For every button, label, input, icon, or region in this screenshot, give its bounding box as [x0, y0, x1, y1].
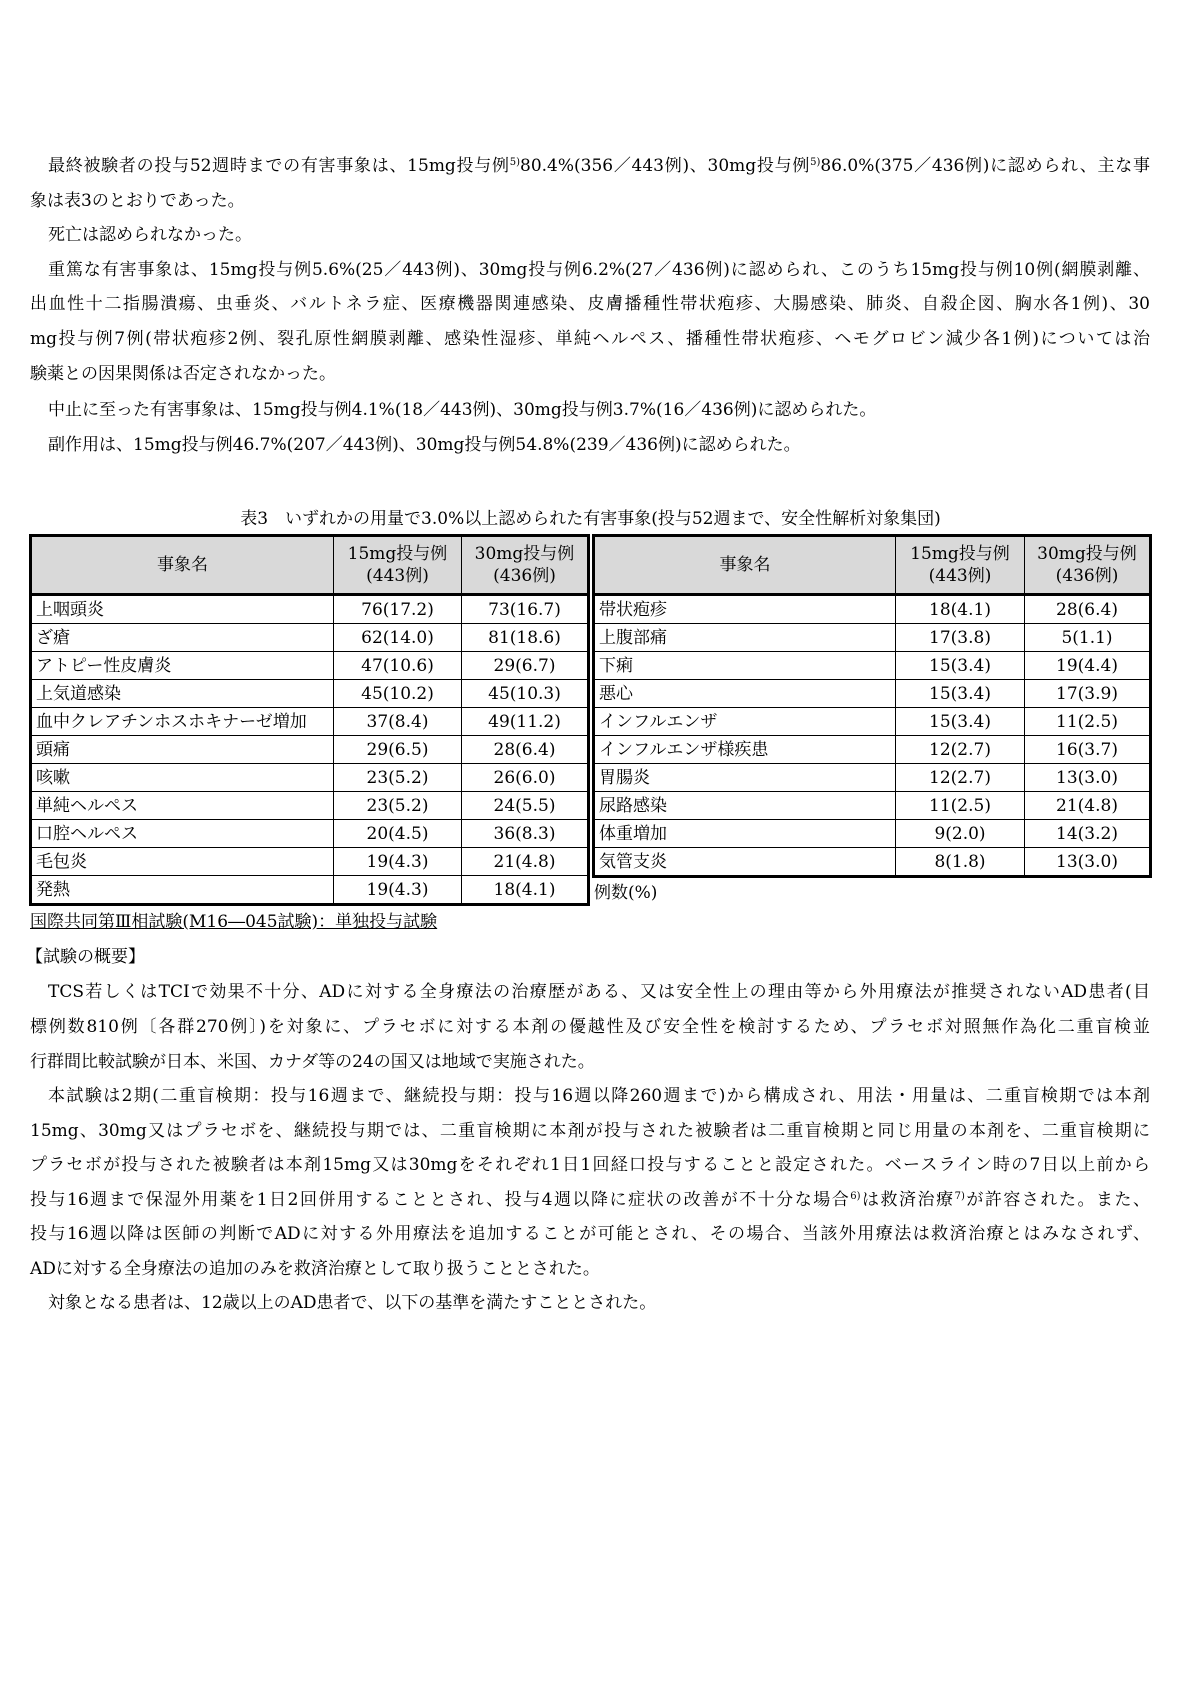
- dose-15mg-cell: 19(4.3): [334, 848, 462, 876]
- dose-15mg-cell: 15(3.4): [896, 680, 1025, 708]
- event-name-cell: 尿路感染: [594, 792, 896, 820]
- dose-30mg-cell: 24(5.5): [462, 792, 589, 820]
- text-segment: 死亡は認められなかった。: [48, 225, 252, 245]
- table-row: [594, 848, 1151, 877]
- event-name-cell: ざ瘡: [31, 624, 334, 652]
- paragraph-line: [48, 224, 252, 246]
- paragraph-line: [48, 259, 1150, 281]
- text-segment: プラセボが投与された被験者は本剤15mg又は30mgをそれぞれ1日1回経口投与することと設定された。ベースライン時の7日以上前から: [30, 1155, 1150, 1175]
- paragraph-line: [30, 1189, 1150, 1211]
- dose-30mg-cell: 28(6.4): [1025, 595, 1151, 624]
- dose-30mg-cell: 36(8.3): [462, 820, 589, 848]
- dose-30mg-cell: 18(4.1): [462, 876, 589, 905]
- dose-30mg-cell: 19(4.4): [1025, 652, 1151, 680]
- text-segment: 本試験は2期(二重盲検期：投与16週まで、継続投与期：投与16週以降260週まで)から構成され、用法・用量は、二重盲検期では本剤: [48, 1086, 1150, 1106]
- table-row: [594, 708, 1151, 736]
- dose-15mg-cell: 12(2.7): [896, 736, 1025, 764]
- table-header-row: [594, 536, 1151, 595]
- text-segment: 験薬との因果関係は否定されなかった。: [30, 364, 336, 384]
- dose-15mg-cell: 8(1.8): [896, 848, 1025, 877]
- reference-superscript: 5): [810, 157, 821, 168]
- text-segment: mg投与例7例(帯状疱疹2例、裂孔原性網膜剥離、感染性湿疹、単純ヘルペス、播種性帯状疱疹、ヘモグロビン減少各1例)については治: [30, 329, 1150, 349]
- header-30mg: 30mg投与例 (436例): [462, 536, 589, 595]
- event-name-cell: アトピー性皮膚炎: [31, 652, 334, 680]
- reference-superscript: 7): [954, 1191, 965, 1202]
- dose-30mg-cell: 11(2.5): [1025, 708, 1151, 736]
- dose-30mg-cell: 14(3.2): [1025, 820, 1151, 848]
- text-segment: は救済治療: [860, 1190, 955, 1210]
- event-name-cell: インフルエンザ様疾患: [594, 736, 896, 764]
- text-segment: 80.4%(356／443例)、30mg投与例: [520, 156, 811, 176]
- event-name-cell: 毛包炎: [31, 848, 334, 876]
- text-segment: 出血性十二指腸潰瘍、虫垂炎、バルトネラ症、医療機器関連感染、皮膚播種性帯状疱疹、大腸感染、肺炎、自殺企図、胸水各1例)、30: [30, 294, 1150, 314]
- paragraph-line: [30, 1258, 600, 1280]
- table-row: [31, 820, 589, 848]
- paragraph-line: [48, 1085, 1150, 1107]
- reference-superscript: 6): [850, 1191, 861, 1202]
- text-segment: 86.0%(375／436例)に認められ、主な事: [820, 156, 1150, 176]
- table-row: [594, 820, 1151, 848]
- table-row: [31, 876, 589, 905]
- dose-15mg-cell: 37(8.4): [334, 708, 462, 736]
- table-row: [31, 708, 589, 736]
- event-name-cell: 上気道感染: [31, 680, 334, 708]
- dose-30mg-cell: 16(3.7): [1025, 736, 1151, 764]
- dose-15mg-cell: 19(4.3): [334, 876, 462, 905]
- event-name-cell: 頭痛: [31, 736, 334, 764]
- section-heading: [30, 911, 437, 933]
- dose-15mg-cell: 9(2.0): [896, 820, 1025, 848]
- dose-30mg-cell: 45(10.3): [462, 680, 589, 708]
- dose-15mg-cell: 15(3.4): [896, 652, 1025, 680]
- dose-30mg-cell: 26(6.0): [462, 764, 589, 792]
- event-name-cell: 単純ヘルペス: [31, 792, 334, 820]
- reference-superscript: 5): [509, 157, 520, 168]
- table-row: [31, 595, 589, 624]
- event-name-cell: 咳嗽: [31, 764, 334, 792]
- text-segment: ADに対する全身療法の追加のみを救済治療として取り扱うこととされた。: [30, 1259, 600, 1279]
- text-segment: 国際共同第Ⅲ相試験(M16―045試験)：単独投与試験: [30, 912, 438, 932]
- text-segment: 15mg、30mg又はプラセボを、継続投与期では、二重盲検期に本剤が投与された被験者は二重盲検期と同じ用量の本剤を、二重盲検期に: [30, 1121, 1150, 1141]
- text-segment: 投与16週以降は医師の判断でADに対する外用療法を追加することが可能とされ、その場合、当該外用療法は救済治療とはみなされず、: [30, 1224, 1150, 1244]
- table-header-row: [31, 536, 589, 595]
- dose-30mg-cell: 17(3.9): [1025, 680, 1151, 708]
- dose-30mg-cell: 13(3.0): [1025, 848, 1151, 877]
- header-15mg: 15mg投与例 (443例): [334, 536, 462, 595]
- dose-15mg-cell: 17(3.8): [896, 624, 1025, 652]
- text-segment: 【試験の概要】: [26, 947, 145, 967]
- dose-30mg-cell: 13(3.0): [1025, 764, 1151, 792]
- paragraph-line: [30, 190, 245, 212]
- paragraph-line: [48, 155, 1150, 177]
- table-row: [31, 792, 589, 820]
- dose-15mg-cell: 29(6.5): [334, 736, 462, 764]
- adverse-events-table-right: [592, 534, 1152, 878]
- dose-30mg-cell: 29(6.7): [462, 652, 589, 680]
- text-segment: 行群間比較試験が日本、米国、カナダ等の24の国又は地域で実施された。: [30, 1052, 595, 1072]
- dose-30mg-cell: 21(4.8): [462, 848, 589, 876]
- dose-15mg-cell: 45(10.2): [334, 680, 462, 708]
- table-row: [594, 736, 1151, 764]
- dose-30mg-cell: 73(16.7): [462, 595, 589, 624]
- text-segment: 対象となる患者は、12歳以上のAD患者で、以下の基準を満たすこととされた。: [48, 1293, 657, 1313]
- text-segment: 中止に至った有害事象は、15mg投与例4.1%(18／443例)、30mg投与例3.7%(16／436例)に認められた。: [48, 400, 877, 420]
- event-name-cell: 帯状疱疹: [594, 595, 896, 624]
- dose-15mg-cell: 62(14.0): [334, 624, 462, 652]
- event-name-cell: 発熱: [31, 876, 334, 905]
- subsection-heading: [26, 946, 145, 968]
- dose-30mg-cell: 5(1.1): [1025, 624, 1151, 652]
- table-footnote: 例数(%): [594, 883, 658, 903]
- table-row: [31, 624, 589, 652]
- text-segment: 投与16週まで保湿外用薬を1日2回併用することとされ、投与4週以降に症状の改善が不十分な場合: [30, 1190, 851, 1210]
- event-name-cell: 下痢: [594, 652, 896, 680]
- dose-15mg-cell: 15(3.4): [896, 708, 1025, 736]
- table-row: [594, 680, 1151, 708]
- paragraph-line: [30, 363, 336, 385]
- text-segment: 象は表3のとおりであった。: [30, 191, 245, 211]
- table-row: [31, 652, 589, 680]
- table-row: [594, 792, 1151, 820]
- header-30mg: 30mg投与例 (436例): [1025, 536, 1151, 595]
- dose-15mg-cell: 23(5.2): [334, 792, 462, 820]
- dose-15mg-cell: 11(2.5): [896, 792, 1025, 820]
- paragraph-line: [30, 1154, 1150, 1176]
- dose-30mg-cell: 81(18.6): [462, 624, 589, 652]
- paragraph-line: [48, 399, 876, 421]
- header-15mg: 15mg投与例 (443例): [896, 536, 1025, 595]
- paragraph-line: [30, 1051, 595, 1073]
- table-row: [594, 764, 1151, 792]
- table-row: [31, 680, 589, 708]
- text-segment: 最終被験者の投与52週時までの有害事象は、15mg投与例: [48, 156, 510, 176]
- event-name-cell: 血中クレアチンホスホキナーゼ増加: [31, 708, 334, 736]
- dose-15mg-cell: 47(10.6): [334, 652, 462, 680]
- text-segment: TCS若しくはTCIで効果不十分、ADに対する全身療法の治療歴がある、又は安全性上の理由等から外用療法が推奨されないAD患者(目: [48, 982, 1150, 1002]
- paragraph-line: [48, 1292, 656, 1314]
- dose-15mg-cell: 76(17.2): [334, 595, 462, 624]
- dose-15mg-cell: 23(5.2): [334, 764, 462, 792]
- event-name-cell: 上咽頭炎: [31, 595, 334, 624]
- dose-30mg-cell: 49(11.2): [462, 708, 589, 736]
- event-name-cell: 気管支炎: [594, 848, 896, 877]
- table-row: [594, 595, 1151, 624]
- header-event-name: 事象名: [31, 536, 334, 595]
- table-row: [594, 652, 1151, 680]
- dose-30mg-cell: 21(4.8): [1025, 792, 1151, 820]
- event-name-cell: 体重増加: [594, 820, 896, 848]
- text-segment: 重篤な有害事象は、15mg投与例5.6%(25／443例)、30mg投与例6.2%(27／436例)に認められ、このうち15mg投与例10例(網膜剥離、: [48, 260, 1150, 280]
- paragraph-line: [30, 293, 1150, 315]
- adverse-events-table-left: [29, 534, 590, 906]
- paragraph-line: [30, 328, 1150, 350]
- event-name-cell: インフルエンザ: [594, 708, 896, 736]
- table-row: [31, 736, 589, 764]
- dose-15mg-cell: 20(4.5): [334, 820, 462, 848]
- dose-30mg-cell: 28(6.4): [462, 736, 589, 764]
- dose-15mg-cell: 12(2.7): [896, 764, 1025, 792]
- event-name-cell: 胃腸炎: [594, 764, 896, 792]
- table-row: [31, 764, 589, 792]
- table-row: [594, 624, 1151, 652]
- table-row: [31, 848, 589, 876]
- text-segment: が許容された。また、: [964, 1190, 1150, 1210]
- event-name-cell: 上腹部痛: [594, 624, 896, 652]
- paragraph-line: [48, 981, 1150, 1003]
- paragraph-line: [30, 1016, 1150, 1038]
- paragraph-line: [30, 1223, 1150, 1245]
- text-segment: 副作用は、15mg投与例46.7%(207／443例)、30mg投与例54.8%(239／436例)に認められた。: [48, 435, 801, 455]
- dose-15mg-cell: 18(4.1): [896, 595, 1025, 624]
- paragraph-line: [30, 1120, 1150, 1142]
- text-segment: 標例数810例〔各群270例〕)を対象に、プラセボに対する本剤の優越性及び安全性を検討するため、プラセボ対照無作為化二重盲検並: [30, 1017, 1150, 1037]
- header-event-name: 事象名: [594, 536, 896, 595]
- event-name-cell: 口腔ヘルペス: [31, 820, 334, 848]
- table-title: 表3 いずれかの用量で3.0%以上認められた有害事象(投与52週まで、安全性解析対象集団): [240, 509, 941, 529]
- paragraph-line: [48, 434, 801, 456]
- event-name-cell: 悪心: [594, 680, 896, 708]
